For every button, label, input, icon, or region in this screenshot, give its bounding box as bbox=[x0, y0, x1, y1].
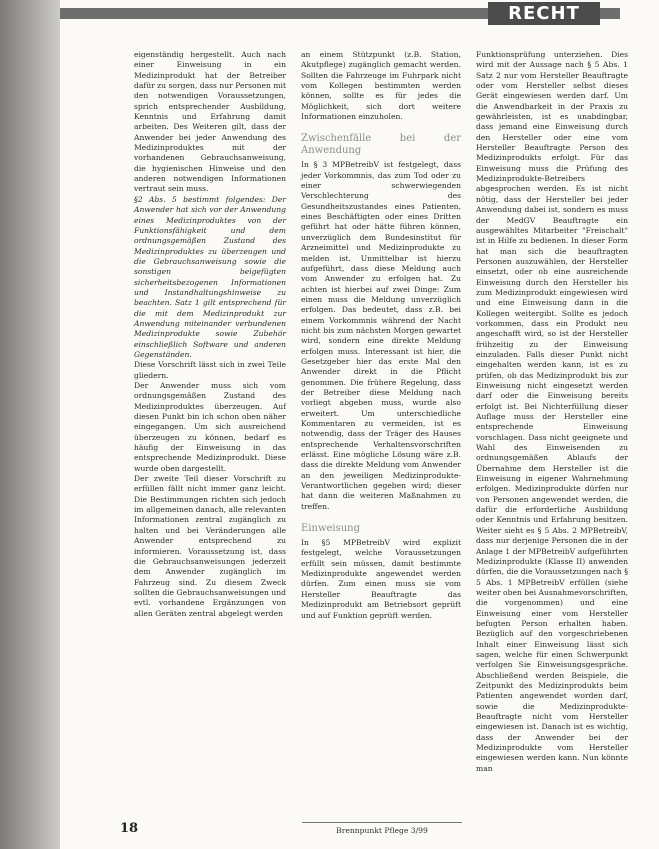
book-spine-shadow bbox=[0, 0, 60, 849]
section-title: RECHT bbox=[488, 2, 600, 25]
text-column-left bbox=[134, 50, 286, 619]
footer-divider bbox=[302, 822, 462, 823]
subheading: Einweisung bbox=[301, 523, 361, 535]
journal-footer: Brennpunkt Pflege 3/99 bbox=[336, 826, 428, 835]
text-column-middle bbox=[301, 50, 461, 621]
paragraph: In § 3 MPBetreibV ist festgelegt, dass jeder Vorkommnis, das zum Tod oder zu einer schwerwiegenden Verschlechterung des Gesundheitszustandes eines Patienten, eines Beschäftigten oder eines Dritten geführt hat oder hätte führen können, unverzüglich dem Bundesinstitut für Arzneimittel und Medizinprodukte zu melden ist. Unmittelbar ist hierzu aufgeführt, dass diese Meldung auch vom Anwender zu erfolgen hat. Zu achten ist hierbei auf zwei Dinge: Zum einen muss die Meldung unverzüglich erfolgen. Das bedeutet, dass z.B. bei einem Vorkommnis während der Nacht nicht bis zum nächsten Morgen gewartet wird, sondern eine direkte Meldung erfolgen muss. Interessant ist hier, die Gesetzgeber hier das erste Mal den Anwender direkt in die Pflicht genommen. Die frühere Regelung, dass der Betreiber diese Meldung nach vorliegt abgeben muss, wurde also erweitert. Um unterschiedliche Kommentaren zu vermeiden, ist es notwendig, dass der Träger des Hauses entsprechende Verhaltensvorschriften erlässt. Eine mögliche Lösung wäre z.B. dass die direkte Meldung vom Anwender an den jeweiligen Medizinprodukte-Verantwortlichen gegeben wird; dieser hat dann die weiteren Maßnahmen zu treffen. bbox=[301, 160, 461, 511]
paragraph: Funktionsprüfung unterziehen. Dies wird mit der Aussage nach § 5 Abs. 1 Satz 2 nur vom Hersteller Beauftragte oder vom Hersteller selbst dieses Gerät eingewiesen werden darf. Um die Anwendbarkeit in der Praxis zu gewährleisten, ist es unabdingbar, dass jemand eine Einweisung durch den Hersteller oder eine vom Hersteller Beauftragte Person des Medizinprodukts erfolgt. Für das Einweisung muss die Prüfung des Medizinprodukte-Betreibers abgesprochen werden. Es ist nicht nötig, dass der Hersteller bei jeder Anwendung dabei ist, sondern es muss der MedGV Beauftragte ein ausgewähltes Mitarbeiter "Freischalt" ist in Hilfe zu bedienen. In dieser Form hat man sich die beauftragten Personen auszuwählen, der Hersteller einsetzt, oder ob eine ausreichende Einweisung durch den Hersteller bis zum Medizinprodukt eingewiesen wird und eine Einweisung dann in die Kollegen weitergibt. Sollte es jedoch vorkommen, dass ein Produkt neu angeschafft wird, so ist der Hersteller frühzeitig zu der Einweisung einzuladen. Falls dieser Punkt nicht eingehalten werden kann, ist es zu prüfen, ob das Medizinprodukt bis zur Einweisung nicht eingesetzt werden darf oder die Einweisung bereits erfolgt ist. Bei Nichterfüllung dieser Auflage muss der Hersteller eine entsprechende Einweisung vorschlagen. Dass nicht geeignete und Wahl des Einweisenden zu ordnungsgemäßen Ablaufs der Übernahme dem Hersteller ist die Einweisung in eigener Wahrnehmung erfolgen. Medizinprodukte dürfen nur von Personen angewendet werden, die dafür die erforderliche Ausbildung oder Kenntnis und Erfahrung besitzen. Weiter sieht es § 5 Abs. 2 MPBetreibV, dass nur derjenige Personen die in der Anlage 1 der MPBetreibV aufgeführten Medizinprodukte (Klasse II) anwenden dürfen, die die Voraussetzungen nach § 5 Abs. 1 MPBetreibV erfüllen (siehe weiter oben bei Ausnahmevorschriften, die vorgenommen) und eine Einweisung einer vom Hersteller befugten Person erhalten haben. Bezüglich auf den vorgeschriebenen Inhalt einer Einweisung lässt sich sagen, welche für einen Schwerpunkt verfolgen Sie Einweisungsgespräche. Abschließend werden Beispiele, die Zeitpunkt des Medizinprodukts beim Patienten angewendet worden darf, sowie die Medizinprodukte-Beauftragte nicht vom Hersteller eingewiesen ist. Danach ist es wichtig, dass der Anwender bei der Medizinprodukte vom Hersteller eingewiesen werden kann. Nun könnte man bbox=[476, 50, 628, 773]
paragraph: In §5 MPBetreibV wird explizit festgelegt, welche Voraussetzungen erfüllt sein müssen, damit bestimmte Medizinprodukte angewendet werden dürfen. Zum einen muss sie vom Hersteller Beauftragte das Medizinprodukt am Betriebsort geprüft und auf Funktion geprüft werden. bbox=[301, 538, 461, 620]
paragraph: eigenständig hergestellt. Auch nach einer Einweisung in ein Medizinprodukt hat der Betreiber dafür zu sorgen, dass nur Personen mit den notwendigen Voraussetzungen, sprich entsprechender Ausbildung, Kenntnis und Erfahrung damit arbeiten. Des Weiteren gilt, dass der Anwender bei jeder Anwendung des Medizinproduktes mit der vorhandenen Gebrauchsanweisung, die hygienischen Hinweise und den anderen notwendigen Informationen vertraut sein muss. bbox=[134, 50, 286, 194]
subheading: Zwischenfälle bei der Anwendung bbox=[301, 133, 461, 157]
paragraph: Der zweite Teil dieser Vorschrift zu erfüllen fällt nicht immer ganz leicht. Die Bestimmungen richten sich jedoch im allgemeinen danach, alle relevanten Informationen zentral zugänglich zu halten und bei Veränderungen alle Anwender entsprechend zu informieren. Voraussetzung ist, dass die Gebrauchsanweisungen jederzeit dem Anwender zugänglich im Fahrzeug sind. Zu diesem Zweck sollten die Gebrauchsanweisungen und evtl. vorhandene Ergänzungen von allen Geräten zentral abgelegt werden bbox=[134, 474, 286, 618]
paragraph-quote: §2 Abs. 5 bestimmt folgendes: Der Anwender hat sich vor der Anwendung eines Medizinproduktes von der Funktionsfähigkeit und dem ordnungsgemäßen Zustand des Medizinproduktes zu überzeugen und die Gebrauchsanweisung sowie die sonstigen beigefügten sicherheitsbezogenen Informationen und Instandhaltungshinweise zu beachten. Satz 1 gilt entsprechend für die mit dem Medizinprodukt zur Anwendung miteinander verbundenen Medizinprodukte sowie Zubehör einschließlich Software und anderen Gegenständen. bbox=[134, 194, 286, 359]
paragraph: Diese Vorschrift lässt sich in zwei Teile gliedern. bbox=[134, 360, 286, 380]
page-number: 18 bbox=[120, 821, 139, 836]
text-column-right bbox=[476, 50, 628, 774]
paragraph: Der Anwender muss sich vom ordnungsgemäßen Zustand des Medizinproduktes überzeugen. Auf diesen Punkt bin ich schon oben näher eingegangen. Um sich ausreichend überzeugen zu können, bedarf es häufig der Einweisung in das entsprechende Medizinprodukt. Diese wurde oben dargestellt. bbox=[134, 381, 286, 473]
paragraph: an einem Stützpunkt (z.B. Station, Akutpflege) zugänglich gemacht werden. Sollten die Fahrzeuge im Fuhrpark nicht vom Kollegen bestimmten werden können, sollte es für jedes die Möglichkeit, sich dort weitere Informationen einzuholen. bbox=[301, 50, 461, 122]
